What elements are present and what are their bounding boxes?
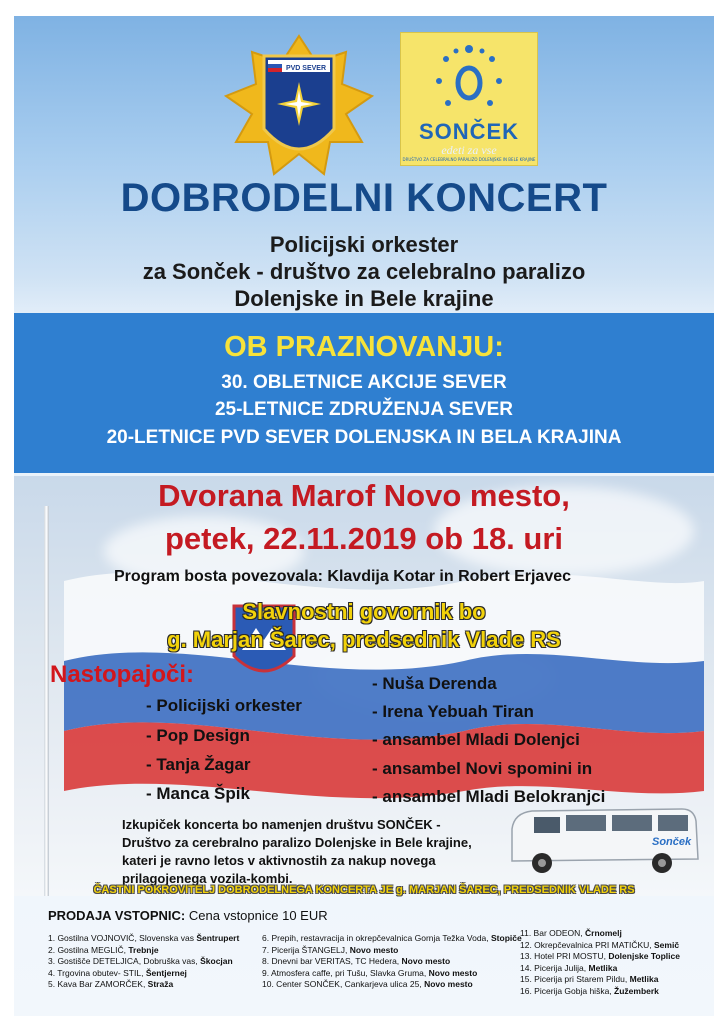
celebration-line-3: 20-LETNICE PVD SEVER DOLENJSKA IN BELA KRAJINA (106, 427, 622, 448)
subtitle-line-1: Policijski orkester (269, 232, 459, 257)
soncek-wordmark: SONČEK (418, 119, 520, 144)
hosts-text: Program bosta povezovala: Klavdija Kotar in Robert Erjavec (114, 568, 572, 585)
outlet-item: 2. Gostilna MEGLIČ, Trebnje (48, 944, 159, 955)
outlet-item: 16. Picerija Gobja hiška, Žužemberk (520, 985, 659, 996)
proceeds-note: Izkupiček koncerta bo namenjen društvu SONČEK - Društvo za cerebralno paralizo Dolenjske in Bele krajine, kateri je ravno letos v aktivnostih za nakup novega prilagojenega vozila-kombi. (122, 817, 472, 886)
outlet-item: 9. Atmosfera caffe, pri Tušu, Slavka Gruma, Novo mesto (262, 967, 478, 978)
outlet-item: 15. Picerija pri Starem Pildu, Metlika (520, 974, 659, 985)
outlet-item: 3. Gostišče DETELJICA, Dobruška vas, Škocjan (48, 956, 233, 967)
performer-item: - Tanja Žagar (146, 755, 251, 774)
performer-item: - Irena Yebuah Tiran (372, 702, 534, 721)
outlet-item: 4. Trgovina obutev- STIL, Šentjernej (48, 967, 187, 978)
outlet-item: 7. Picerija ŠTANGELJ, Novo mesto (262, 944, 399, 955)
performer-item: - ansambel Mladi Dolenjci (372, 730, 580, 749)
soncek-tagline: edeti za vse (441, 143, 497, 157)
page-title: DOBRODELNI KONCERT (120, 176, 608, 220)
badge-title: PVD SEVER (285, 65, 327, 72)
performer-item: - Manca Špik (146, 784, 250, 803)
venue-line-1: Dvorana Marof Novo mesto, (158, 478, 570, 513)
speaker-line-2: g. Marjan Šarec, predsednik Vlade RS (167, 627, 561, 652)
celebration-line-1: 30. OBLETNICE AKCIJE SEVER (221, 372, 507, 393)
performer-item: - ansambel Mladi Belokranjci (372, 787, 606, 806)
performer-item: - Pop Design (146, 726, 250, 745)
soncek-fineprint: DRUŠTVO ZA CELEBRALNO PARALIZO DOLENJSKE IN BELE KRAJINE (402, 157, 536, 162)
celebration-heading: OB PRAZNOVANJU: (224, 331, 504, 363)
patron-text: ČASTNI POKROVITELJ DOBRODELNEGA KONCERTA JE g. MARJAN ŠAREC, PREDSEDNIK VLADE RS (93, 884, 635, 896)
outlet-item: 14. Picerija Julija, Metlika (520, 962, 618, 973)
outlet-item: 1. Gostilna VOJNOVIČ, Slovenska vas Šentrupert (48, 933, 240, 943)
celebration-line-2: 25-LETNICE ZDRUŽENJA SEVER (214, 399, 514, 420)
subtitle-line-3: Dolenjske in Bele krajine (234, 286, 494, 311)
ticket-sale (48, 908, 328, 923)
sun-icon (434, 41, 504, 116)
performers-heading: Nastopajoči: (50, 661, 195, 688)
van-logo-text: Sonček (652, 836, 692, 848)
soncek-logo (400, 32, 538, 166)
outlets-column-1 (48, 933, 239, 991)
flag-pole (44, 506, 49, 896)
performer-item: - ansambel Novi spomini in (372, 759, 593, 778)
pvd-sever-badge-icon (224, 34, 374, 184)
poster (14, 16, 714, 1016)
outlet-item: 6. Prepih, restavracija in okrepčevalnica Gornja Težka Voda, Stopiče (262, 933, 522, 943)
outlet-item: 5. Kava Bar ZAMORČEK, Straža (48, 979, 174, 990)
outlet-item: 8. Dnevni bar VERITAS, TC Hedera, Novo mesto (262, 956, 451, 967)
ticket-sale-label: PRODAJA VSTOPNIC: (48, 908, 186, 923)
performer-item: - Nuša Derenda (372, 674, 497, 693)
ticket-price: Cena vstopnice 10 EUR (188, 908, 328, 923)
subtitle-line-2: za Sonček - društvo za celebralno paralizo (142, 259, 586, 284)
outlet-item: 12. Okrepčevalnica PRI MATIČKU, Semič (520, 939, 680, 950)
van-icon (502, 801, 702, 881)
venue-line-2: petek, 22.11.2019 ob 18. uri (164, 521, 564, 556)
celebration-band (14, 313, 714, 473)
performer-item: - Policijski orkester (146, 696, 302, 715)
outlets-column-2 (262, 933, 522, 991)
outlet-item: 10. Center SONČEK, Cankarjeva ulica 25, Novo mesto (262, 979, 473, 990)
outlet-item: 13. Hotel PRI MOSTU, Dolenjske Toplice (520, 951, 680, 962)
outlet-item: 11. Bar ODEON, Črnomelj (520, 928, 622, 938)
speaker-line-1: Slavnostni govornik bo (242, 599, 486, 624)
outlets-column-3 (520, 928, 680, 998)
